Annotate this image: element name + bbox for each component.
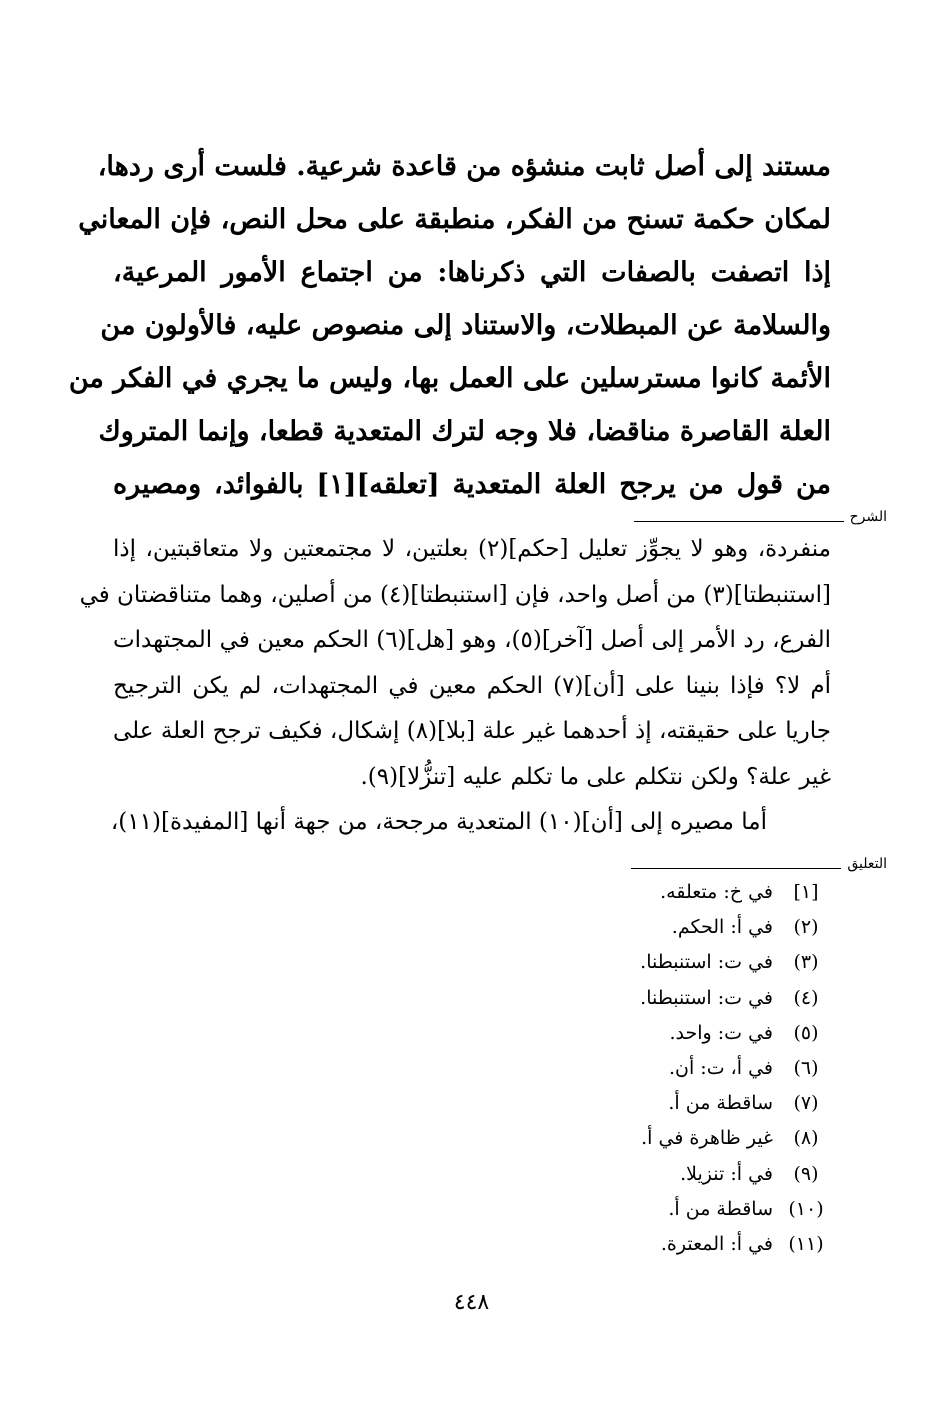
commentary-block — [79, 527, 832, 846]
footnote-item — [431, 945, 831, 980]
footnote-item — [431, 1192, 831, 1227]
footnote-text: في أ، ت: أن. — [668, 1057, 773, 1080]
footnote-text: في أ: المعترة. — [660, 1233, 773, 1256]
main-text-line: العلة القاصرة مناقضا، فلا وجه لترك المتعدية قطعا، وإنما المتروك — [98, 416, 831, 447]
footnote-item — [431, 981, 831, 1016]
footnote-text: في ت: استنبطنا. — [640, 986, 773, 1009]
notes-label: التعليق — [847, 856, 887, 872]
footnote-item — [431, 1016, 831, 1051]
footnotes-list — [431, 875, 831, 1262]
notes-divider — [631, 868, 841, 869]
footnote-number: [١] — [793, 881, 819, 903]
page-number: ٤٤٨ — [453, 1290, 490, 1315]
commentary-line: أما مصيره إلى [أن](١٠) المتعدية مرجحة، من جهة أنها [المفيدة](١١)، — [110, 809, 767, 835]
footnote-item — [431, 1227, 831, 1262]
commentary-line: أم لا؟ فإذا بنينا على [أن](٧) الحكم معين في المجتهدات، لم يكن الترجيح — [113, 672, 832, 699]
main-text-line: الأئمة كانوا مسترسلين على العمل بها، وليس ما يجري في الفكر من — [68, 363, 831, 394]
footnote-text: في ت: واحد. — [669, 1021, 773, 1044]
main-text-line: مستند إلى أصل ثابت منشؤه من قاعدة شرعية. فلست أرى ردها، — [97, 151, 831, 182]
footnote-number: (٨) — [793, 1127, 819, 1150]
footnote-item — [431, 1121, 831, 1156]
footnote-number: (٢) — [793, 916, 819, 939]
footnote-text: غير ظاهرة في أ. — [641, 1127, 773, 1150]
footnote-number: (٣) — [793, 951, 819, 974]
footnote-number: (١٠) — [788, 1197, 824, 1220]
footnote-item — [431, 1051, 831, 1086]
footnote-text: ساقطة من أ. — [668, 1092, 773, 1115]
footnote-number: (٦) — [793, 1057, 819, 1080]
footnote-item — [431, 875, 831, 910]
footnote-number: (٥) — [793, 1021, 819, 1044]
footnote-number: (٧) — [793, 1092, 819, 1115]
footnote-text: في خ: متعلقه. — [660, 881, 773, 903]
footnote-item — [431, 1086, 831, 1121]
footnote-text: في ت: استنبطنا. — [640, 951, 773, 974]
main-text-line: والسلامة عن المبطلات، والاستناد إلى منصوص عليه، فالأولون من — [100, 310, 831, 341]
footnote-text: ساقطة من أ. — [668, 1197, 773, 1220]
commentary-line: غير علة؟ ولكن نتكلم على ما تكلم عليه [تنزُّلا](٩). — [360, 763, 831, 790]
footnote-number: (١١) — [788, 1233, 824, 1256]
footnote-text: في أ: الحكم. — [671, 916, 773, 939]
commentary-line: الفرع، رد الأمر إلى أصل [آخر](٥)، وهو [هل](٦) الحكم معين في المجتهدات — [113, 627, 831, 653]
notes-section-header — [127, 852, 887, 872]
main-text-line: إذا اتصفت بالصفات التي ذكرناها: من اجتماع الأمور المرعية، — [113, 257, 831, 288]
footnote-item — [431, 1157, 831, 1192]
commentary-line: جاريا على حقيقته، إذ أحدهما غير علة [بلا](٨) إشكال، فكيف ترجح العلة على — [113, 718, 831, 744]
commentary-line: منفردة، وهو لا يجوِّز تعليل [حكم](٢) بعلتين، لا مجتمعتين ولا متعاقبتين، إذا — [113, 536, 831, 562]
footnote-number: (٤) — [793, 986, 819, 1009]
commentary-divider — [634, 521, 844, 522]
commentary-label: الشرح — [849, 509, 887, 525]
commentary-line: [استنبطتا](٣) من أصل واحد، فإن [استنبطتا](٤) من أصلين، وهما متناقضتان في — [79, 581, 831, 608]
footnote-item — [431, 910, 831, 945]
main-text-line: لمكان حكمة تسنح من الفكر، منطبقة على محل النص، فإن المعاني — [78, 204, 831, 235]
footnote-text: في أ: تنزيلا. — [680, 1162, 773, 1185]
main-text-line: من قول من يرجح العلة المتعدية [تعلقه][١] بالفوائد، ومصيره — [113, 469, 831, 500]
commentary-section-header — [127, 505, 887, 525]
footnote-number: (٩) — [793, 1162, 819, 1185]
main-text-block — [68, 140, 831, 511]
